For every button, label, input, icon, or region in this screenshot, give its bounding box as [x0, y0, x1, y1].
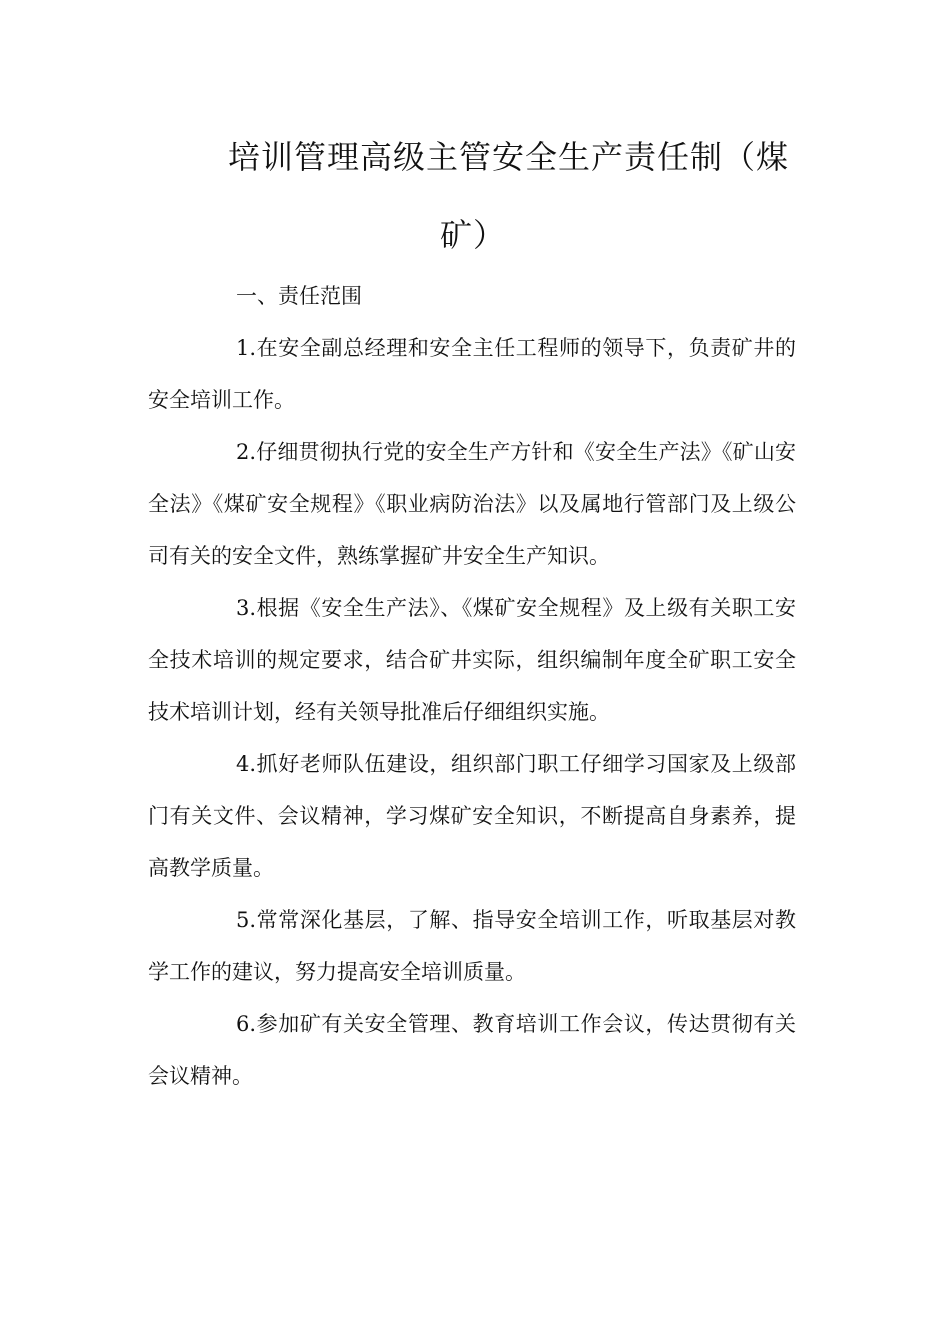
document-body — [148, 270, 796, 1102]
paragraph-1: 1.在安全副总经理和安全主任工程师的领导下，负责矿井的安全培训工作。 — [148, 336, 796, 412]
document-title — [148, 118, 798, 274]
paragraph-2: 2.仔细贯彻执行党的安全生产方针和《安全生产法》《矿山安全法》《煤矿安全规程》《职业病防治法》以及属地行管部门及上级公司有关的安全文件，熟练掌握矿井安全生产知识。 — [148, 440, 796, 568]
paragraph-4: 4.抓好老师队伍建设，组织部门职工仔细学习国家及上级部门有关文件、会议精神，学习煤矿安全知识，不断提高自身素养，提高教学质量。 — [148, 752, 796, 880]
paragraph-3: 3.根据《安全生产法》、《煤矿安全规程》及上级有关职工安全技术培训的规定要求，结合矿井实际，组织编制年度全矿职工安全技术培训计划，经有关领导批准后仔细组织实施。 — [148, 596, 796, 724]
title-line-2: 矿） — [439, 216, 506, 254]
title-line-1: 培训管理高级主管安全生产责任制（煤 — [228, 138, 790, 176]
section-heading: 一、责任范围 — [236, 284, 362, 308]
paragraph-5: 5.常常深化基层，了解、指导安全培训工作，听取基层对教学工作的建议，努力提高安全培训质量。 — [148, 908, 796, 984]
paragraph-6: 6.参加矿有关安全管理、教育培训工作会议，传达贯彻有关会议精神。 — [148, 1012, 796, 1088]
